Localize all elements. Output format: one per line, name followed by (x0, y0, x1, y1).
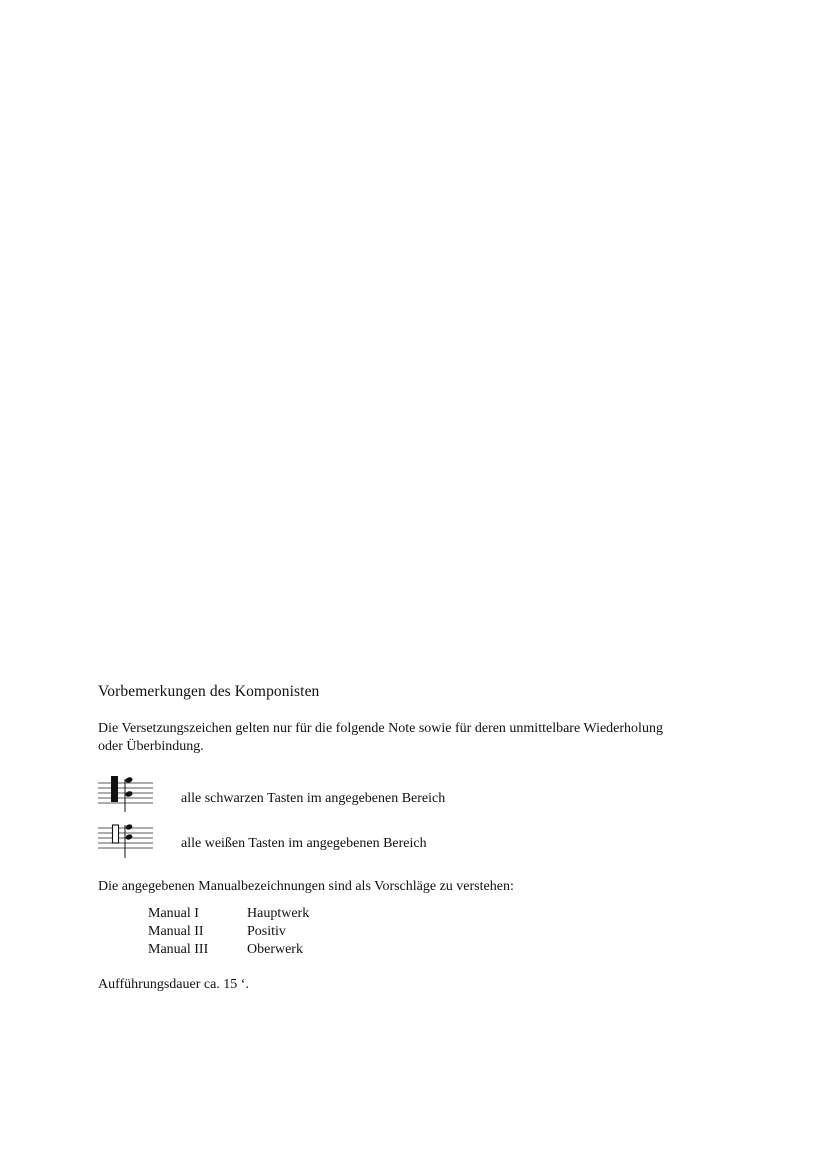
performance-duration: Aufführungsdauer ca. 15 ‘. (98, 977, 249, 992)
legend-black-text: alle schwarzen Tasten im angegebenen Bereich (181, 791, 446, 806)
white-cluster-notation-icon (98, 821, 158, 861)
manual-name: Positiv (247, 924, 286, 939)
legend-white-text: alle weißen Tasten im angegebenen Bereich (181, 836, 427, 851)
list-item (148, 905, 309, 923)
legend-black-keys (98, 775, 598, 815)
black-cluster-notation-icon (98, 775, 158, 815)
manual-label: Manual I (148, 906, 199, 921)
legend-white-keys (98, 821, 598, 861)
accidentals-paragraph (98, 720, 738, 756)
paragraph-line-1: Die Versetzungszeichen gelten nur für die folgende Note sowie für deren unmittelbare Wiederholung (98, 721, 663, 736)
manual-label: Manual III (148, 942, 209, 957)
manuals-list (148, 905, 309, 959)
manual-name: Oberwerk (247, 942, 303, 957)
manual-name: Hauptwerk (247, 906, 310, 921)
list-item (148, 941, 309, 959)
paragraph-line-2: oder Überbindung. (98, 739, 204, 754)
manual-label: Manual II (148, 924, 204, 939)
section-heading: Vorbemerkungen des Komponisten (98, 683, 320, 700)
list-item (148, 923, 309, 941)
manuals-intro: Die angegebenen Manualbezeichnungen sind als Vorschläge zu verstehen: (98, 879, 514, 894)
